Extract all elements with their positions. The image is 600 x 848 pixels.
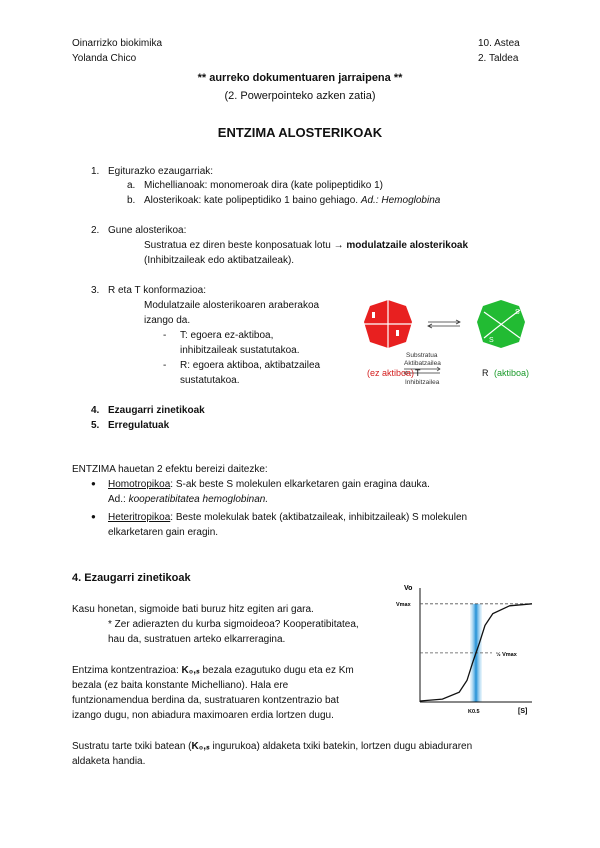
inactive-enzyme-icon — [364, 300, 412, 348]
y-axis-label: Vo — [404, 585, 413, 592]
active-label: (aktiboa) — [494, 368, 530, 378]
t-dash: - — [163, 330, 167, 341]
r-state-line-1: R: egoera aktiboa, aktibatzailea — [180, 360, 321, 371]
list-item-4-number: 4. — [91, 405, 100, 416]
homotropic-example — [108, 494, 268, 505]
heterotropic-term: Heteritropikoa — [108, 512, 171, 523]
heterotropic-text: : Beste molekulak batek (aktibatzaileak, inhibitzaileak) S molekulen — [170, 512, 468, 523]
allosteric-modulators-term: modulatzaile alosterikoak — [346, 240, 469, 251]
heterotropic-line-2: elkarketaren gain eragin. — [108, 527, 219, 538]
k05-line-1-prefix: Entzima kontzentrazioa: — [72, 665, 182, 676]
group-label: 2. Taldea — [478, 53, 519, 64]
section-4-heading: 4. Ezaugarri zinetikoak — [72, 572, 191, 584]
t-state-line-1: T: egoera ez-aktiboa, — [180, 330, 274, 341]
course-name: Oinarrizko biokimika — [72, 38, 163, 49]
subtitle-note: (2. Powerpointeko azken zatia) — [224, 90, 376, 102]
vmax-label: Vmax — [396, 601, 411, 608]
list-item-1-number: 1. — [91, 166, 100, 177]
homotropic-example-text: kooperatibitatea hemoglobinan. — [128, 494, 269, 505]
k05-symbol: K₀,ₛ — [181, 665, 200, 676]
sublist-b-text — [144, 195, 440, 206]
r-state-line-2: sustatutakoa. — [180, 375, 240, 386]
week-label: 10. Astea — [478, 38, 520, 49]
continuation-note: ** aurreko dokumentuaren jarraipena ** — [197, 72, 403, 84]
page-title: ENTZIMA ALOSTERIKOAK — [217, 125, 383, 140]
effects-intro: ENTZIMA hauetan 2 efektu bereizi daitezke: — [72, 464, 268, 475]
homotropic-example-prefix: Ad.: — [108, 494, 129, 505]
bullet-hetero: ● — [91, 512, 96, 521]
r-letter: R — [482, 368, 489, 378]
k05-line-1 — [72, 665, 354, 676]
x-axis-label: [S] — [518, 708, 528, 715]
k05-line-4: izango dugu, non abiadura maximoaren erdia lortzen dugu. — [72, 710, 334, 721]
list-item-3-number: 3. — [91, 285, 100, 296]
list-item-2-label: Gune alosterikoa: — [108, 225, 187, 236]
sublist-b-marker: b. — [127, 195, 136, 206]
list-item-3-label: R eta T konformazioa: — [108, 285, 207, 296]
allosteric-site-desc — [144, 240, 468, 251]
arrow-activator-label: Aktibatzailea — [404, 360, 441, 367]
k05-symbol-2: K₀,ₛ — [191, 741, 210, 752]
allosteric-site-prefix: Sustratua ez diren beste konposatuak lotu → — [144, 240, 347, 251]
list-item-2-number: 2. — [91, 225, 100, 236]
t-letter: T — [415, 368, 421, 378]
range-line-1-prefix: Sustratu tarte txiki batean ( — [72, 741, 192, 752]
homotropic-line — [108, 479, 430, 490]
sigmoid-kinetics-chart — [392, 578, 542, 718]
homotropic-term: Homotropikoa — [108, 479, 171, 490]
conformation-desc-2: izango da. — [144, 315, 191, 326]
equilibrium-arrows-icon — [428, 320, 460, 328]
t-state-line-2: inhibitzaileak sustatutakoa. — [180, 345, 300, 356]
half-vmax-label: ½ Vmax — [496, 651, 517, 658]
allosteric-site-note: (Inhibitzaileak edo aktibatzaileak). — [144, 255, 295, 266]
k05-line-3: funtzionamendua berdina da, sustratuaren kontzentrazio bat — [72, 695, 339, 706]
heterotropic-line — [108, 512, 467, 523]
homotropic-text: : S-ak beste S molekulen elkarketaren gain eragina dauka. — [170, 479, 430, 490]
range-line-1-suffix: ingurukoa) aldaketa txiki batekin, lortzen dugu abiaduraren — [209, 741, 473, 752]
k05-label: K0.5 — [468, 709, 480, 715]
sublist-a-text: Michellianoak: monomeroak dira (kate polipeptidiko 1) — [144, 180, 384, 191]
sigmoid-question-1: * Zer adierazten du kurba sigmoideoa? Kooperatibitatea, — [108, 619, 359, 630]
conformation-desc-1: Modulatzaile alosterikoaren araberakoa — [144, 300, 320, 311]
active-enzyme-icon — [477, 300, 525, 348]
sigmoid-intro: Kasu honetan, sigmoide bati buruz hitz egiten ari gara. — [72, 604, 314, 615]
sublist-b-main: Alosterikoak: kate polipeptidiko 1 baino gehiago. — [144, 195, 359, 206]
subunit-s-label-2: S — [515, 309, 520, 316]
r-dash: - — [163, 360, 167, 371]
sigmoid-question-2: hau da, sustratuen arteko elkarreragina. — [108, 634, 286, 645]
arrow-inhibitor-label: Inhibitzailea — [405, 379, 440, 386]
k05-line-2: bezala (ez baita konstante Michelliano). Hala ere — [72, 680, 289, 691]
author-name: Yolanda Chico — [72, 53, 137, 64]
sublist-b-example: Ad.: Hemoglobina — [360, 195, 441, 206]
list-item-4-label: Ezaugarri zinetikoak — [108, 405, 205, 416]
list-item-5-label: Erregulatuak — [108, 420, 170, 431]
bullet-homo: ● — [91, 479, 96, 488]
inactive-label: (ez aktiboa) — [367, 368, 415, 378]
range-line-1 — [72, 741, 472, 752]
list-item-5-number: 5. — [91, 420, 100, 431]
range-line-2: aldaketa handia. — [72, 756, 146, 767]
list-item-1-label: Egiturazko ezaugarriak: — [108, 166, 214, 177]
sublist-a-marker: a. — [127, 180, 136, 191]
k05-line-1-suffix: bezala ezagutuko dugu eta ez Km — [199, 665, 354, 676]
arrow-substrate-label: Substratua — [406, 352, 438, 359]
subunit-s-label: S — [489, 337, 494, 344]
